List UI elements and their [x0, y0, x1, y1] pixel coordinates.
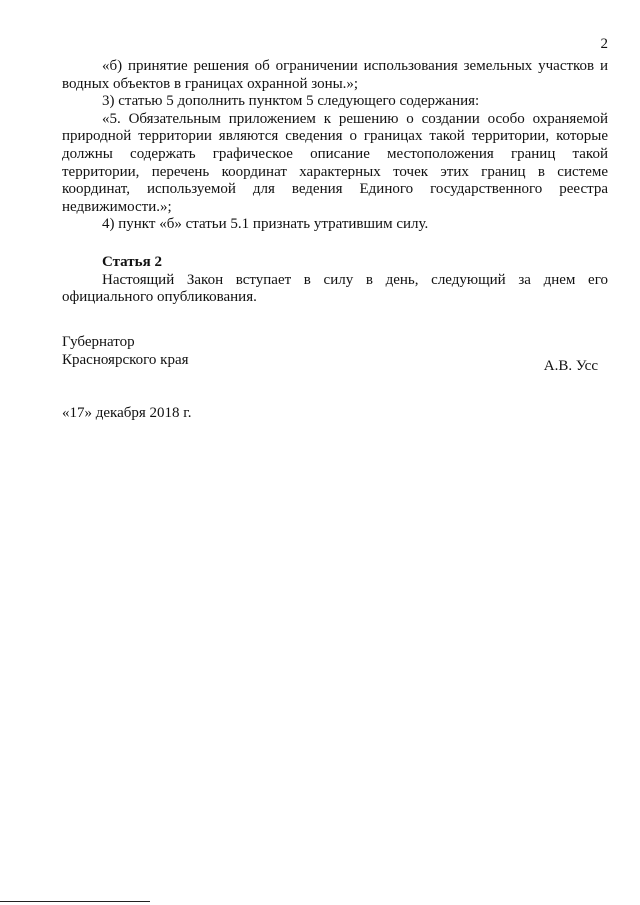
paragraph-amendment-3: 3) статью 5 дополнить пунктом 5 следующего содержания: — [102, 93, 480, 110]
section-spacer — [62, 234, 608, 254]
paragraph-amendment-b: «б) принятие решения об ограничении использования земельных участков и водных объектов в границах охранной зоны.»; — [62, 58, 608, 92]
article-text: Настоящий Закон вступает в силу в день, следующий за днем его официального опубликования. — [62, 271, 608, 306]
page-number: 2 — [600, 36, 608, 52]
signature-name: А.В. Усс — [543, 358, 598, 374]
signature-title-line1: Губернатор — [62, 334, 135, 350]
paragraph-amendment-5: «5. Обязательным приложением к решению о создании особо охраняемой природной территории являются сведения о границах такой территории, которые должны содержать графическое описание местоположения границ такой территории, перечень координат характерных точек этих границ в системе координат, используемой для ведения Единого государственного реестра недвижимости.»; — [62, 110, 608, 215]
footer-divider — [0, 901, 150, 902]
document-body — [62, 58, 608, 307]
signature-title-line2: Красноярского края — [62, 351, 189, 368]
article-heading: Статья 2 — [102, 253, 162, 270]
document-date: «17» декабря 2018 г. — [62, 405, 192, 421]
paragraph-amendment-4: 4) пункт «б» статьи 5.1 признать утратившим силу. — [102, 216, 429, 233]
signature-block — [62, 334, 598, 374]
